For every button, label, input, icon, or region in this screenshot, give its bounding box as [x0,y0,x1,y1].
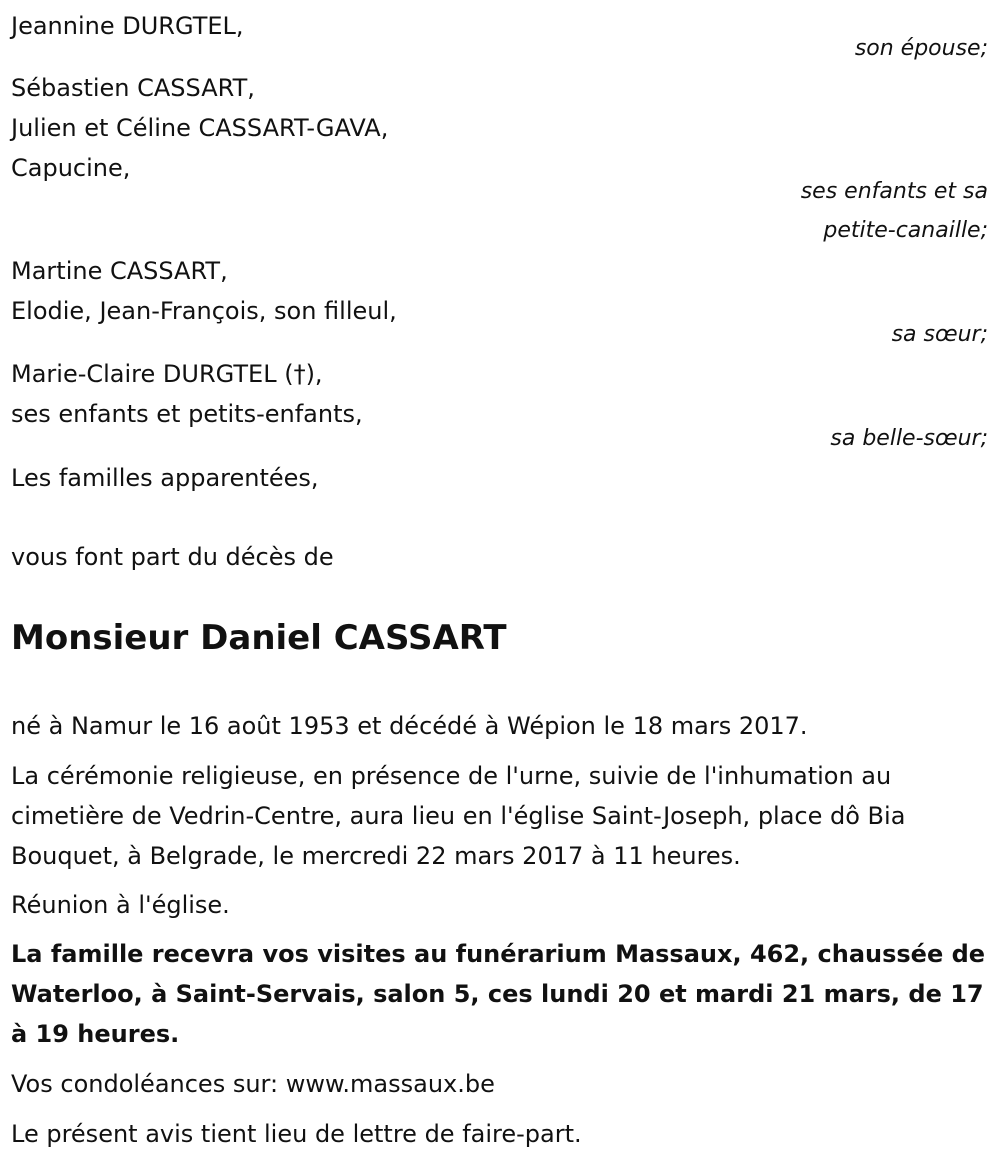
meeting-paragraph: Réunion à l'église. [11,891,230,919]
family-wife-role: son épouse; [854,36,988,61]
family-children-role-line-2: petite-canaille; [823,218,988,243]
family-children-role-line-1: ses enfants et sa [800,179,988,204]
family-child-name-3: Capucine, [11,154,131,182]
family-sister-name-1: Martine CASSART, [11,257,228,285]
birth-death-paragraph: né à Namur le 16 août 1953 et décédé à Wépion le 18 mars 2017. [11,712,808,740]
family-sister-in-law-name-1: Marie-Claire DURGTEL (†), [11,360,323,388]
deceased-name-heading: Monsieur Daniel CASSART [11,618,507,658]
family-child-name-1: Sébastien CASSART, [11,74,255,102]
family-relatives: Les familles apparentées, [11,464,319,492]
family-wife-name: Jeannine DURGTEL, [11,12,244,40]
ceremony-paragraph: La cérémonie religieuse, en présence de l'urne, suivie de l'inhumation au cimetière de Vedrin-Centre, aura lieu en l'église Saint-Joseph, place dô Bia Bouquet, à Belgrade, le mercredi 22 mars 2017 à 11 heures. [11,762,906,870]
family-sister-in-law-role: sa belle-sœur; [830,426,988,451]
family-sister-name-2: Elodie, Jean-François, son filleul, [11,297,397,325]
visits-paragraph: La famille recevra vos visites au funérarium Massaux, 462, chaussée de Waterloo, à Saint-Servais, salon 5, ces lundi 20 et mardi 21 mars, de 17 à 19 heures. [11,940,986,1048]
condolences-paragraph: Vos condoléances sur: www.massaux.be [11,1070,495,1098]
announcement-text: vous font part du décès de [11,543,334,571]
family-child-name-2: Julien et Céline CASSART-GAVA, [11,114,389,142]
notice-paragraph: Le présent avis tient lieu de lettre de faire-part. [11,1120,582,1148]
family-sister-in-law-name-2: ses enfants et petits-enfants, [11,400,363,428]
family-sister-role: sa sœur; [891,322,988,347]
